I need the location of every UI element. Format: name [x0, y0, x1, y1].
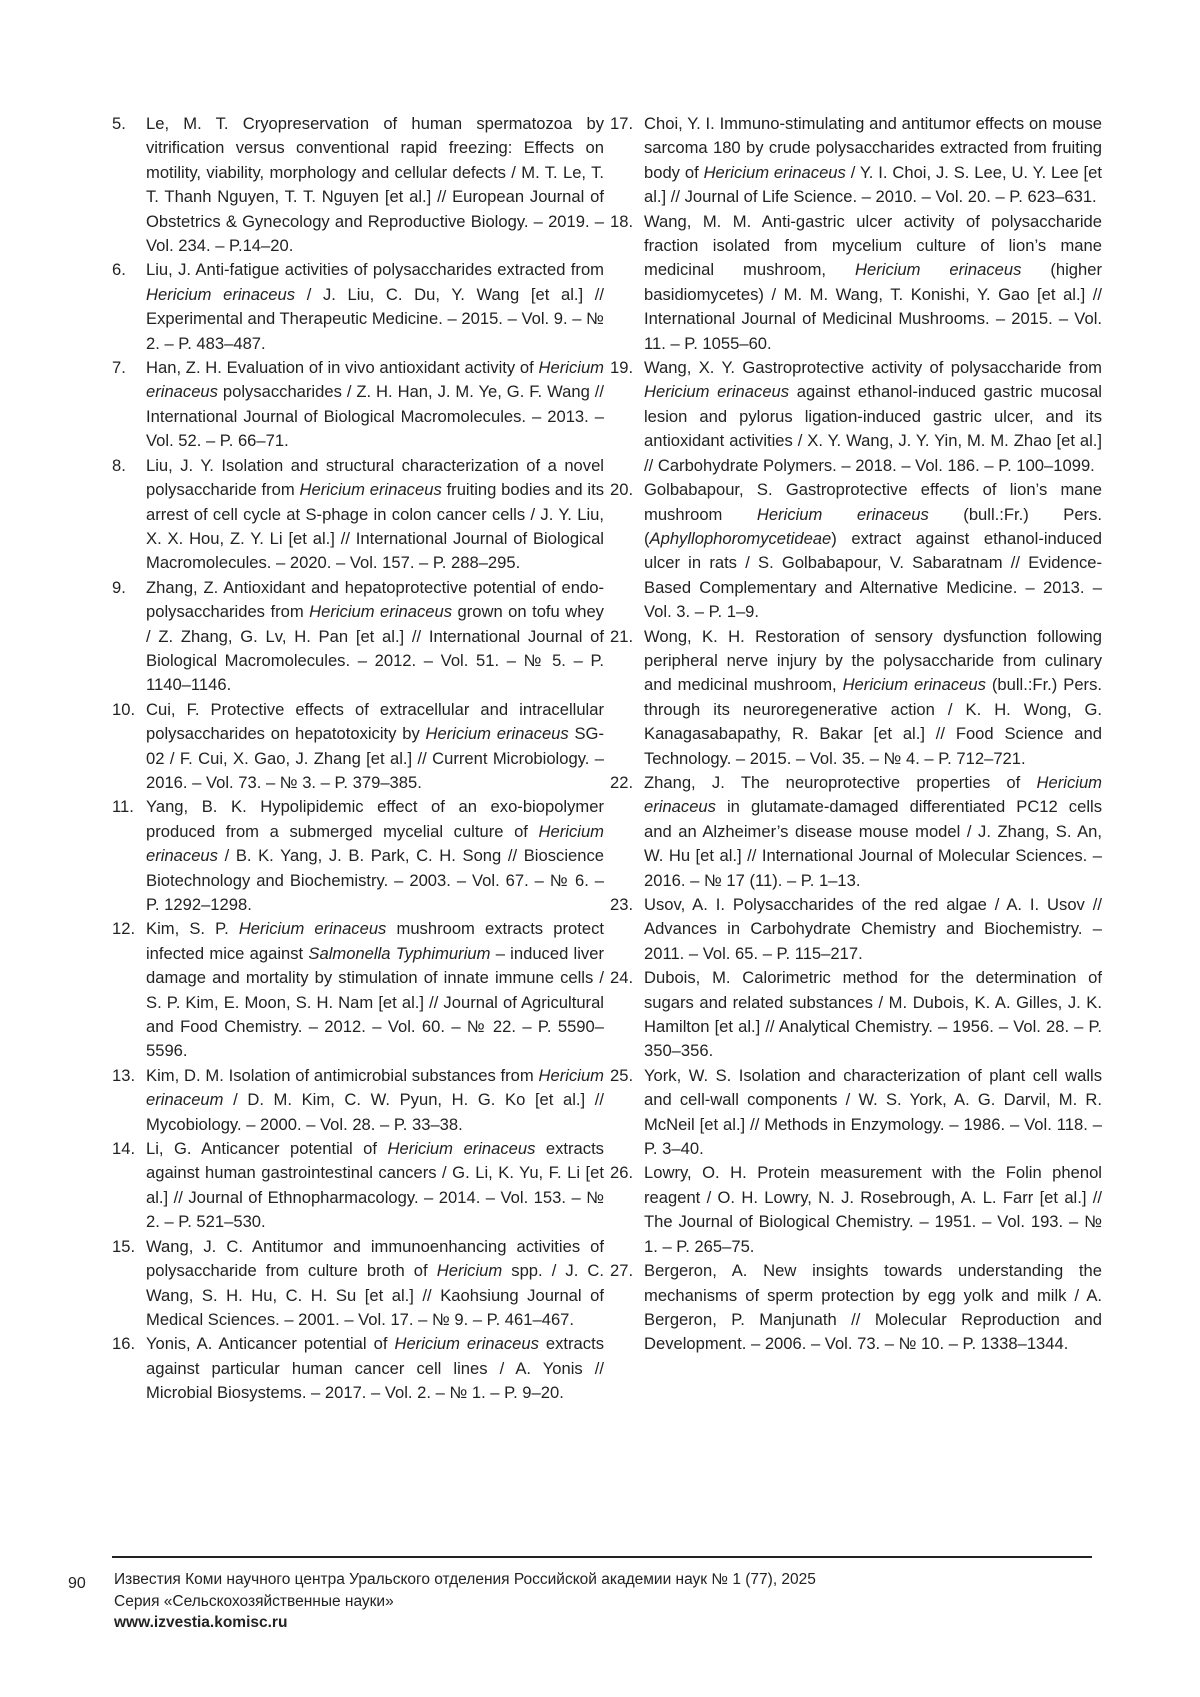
reference-segment: Wang, J. C. Antitumor and immunoenhancing activities of polysaccharide from culture broth of [146, 1236, 604, 1281]
species-name: Hericium erinaceus [425, 724, 569, 744]
species-name: Hericium erinaceus [644, 772, 1102, 817]
reference-segment: spp. / J. C. Wang, S. H. Hu, C. H. Su [et al.] // Kaohsiung Journal of Medical Sciences. – 2001. – Vol. 17. – № 9. – P. 461–467. [146, 1261, 604, 1329]
reference-number: 22. [610, 772, 634, 792]
reference-number: 20. [610, 480, 634, 500]
reference-number: 19. [610, 358, 634, 378]
reference-text [644, 478, 1102, 624]
species-name: Hericium erinaceus [644, 382, 790, 402]
reference-segment: Li, G. Anticancer potential of [146, 1139, 388, 1159]
species-name: Hericium erinaceus [146, 821, 604, 866]
reference-list-right [610, 112, 1102, 1357]
species-name: Hericium erinaceus [394, 1334, 539, 1354]
reference-segment: / Y. I. Choi, J. S. Lee, U. Y. Lee [et al.] // Journal of Life Science. – 2010. – Vol. 20. – P. 623–631. [644, 162, 1102, 207]
reference-item [610, 1161, 1102, 1259]
reference-segment: Le, M. T. Cryopreservation of human spermatozoa by vitrification versus conventional rapid freezing: Effects on motility, viability, morphology and cellular defects / M. T. Le, T. T. Thanh Nguyen, T. T. Nguyen [et al.] // European Journal of Obstetrics & Gynecology and Reproductive Biology. – 2019. – Vol. 234. – P.14–20. [146, 114, 604, 256]
reference-text [146, 1332, 604, 1405]
species-name: Hericium erinaceus [299, 480, 442, 500]
reference-item [112, 698, 604, 796]
reference-number: 7. [112, 358, 126, 378]
reference-segment: York, W. S. Isolation and characterization of plant cell walls and cell-wall components / W. S. York, A. G. Darvil, M. R. McNeil [et al.] // Methods in Enzymology. – 1986. – Vol. 118. – P. 3–40. [644, 1065, 1102, 1159]
reference-segment: / B. K. Yang, J. B. Park, C. H. Song // Bioscience Biotechnology and Biochemistry. – 2003. – Vol. 67. – № 6. – P. 1292–1298. [146, 846, 604, 914]
reference-list-left [112, 112, 604, 1406]
reference-item [610, 966, 1102, 1064]
reference-number: 21. [610, 626, 634, 646]
reference-number: 27. [610, 1261, 634, 1281]
reference-item [610, 478, 1102, 624]
reference-segment: against ethanol-induced gastric mucosal lesion and pylorus ligation-induced gastric ulcer, and its antioxidant activities / X. Y. Wang, J. Y. Yin, M. M. Zhao [et al.] // Carbohydrate Polymers. – 2018. – Vol. 186. – P. 100–1099. [644, 382, 1102, 475]
reference-segment: / D. M. Kim, C. W. Pyun, H. G. Ko [et al.] // Mycobiology. – 2000. – Vol. 28. – P. 33–38. [146, 1090, 604, 1134]
reference-segment: fruiting bodies and its arrest of cell cycle at S-phage in colon cancer cells / J. Y. Liu, X. X. Hou, Z. Y. Li [et al.] // International Journal of Biological Macromolecules. – 2020. – Vol. 157. – P. 288–295. [146, 480, 604, 573]
reference-number: 14. [112, 1139, 136, 1159]
species-name: Hericium erinaceus [387, 1139, 536, 1159]
reference-item [610, 771, 1102, 893]
website-link[interactable]: www.izvestia.komisc.ru [114, 1614, 288, 1631]
reference-segment: Yang, B. K. Hypolipidemic effect of an exo-biopolymer produced from a submerged mycelial culture of [146, 797, 604, 841]
reference-number: 11. [112, 797, 134, 817]
reference-number: 13. [112, 1065, 136, 1085]
species-name: Hericium erinaceus [309, 602, 453, 622]
species-name: Hericium erinaceus [146, 358, 604, 402]
reference-segment: Wang, M. M. Anti-gastric ulcer activity of polysaccharide fraction isolated from mycelium culture of lion’s mane medicinal mushroom, [644, 211, 1102, 280]
reference-number: 16. [112, 1334, 136, 1354]
reference-segment: Yonis, A. Anticancer potential of [146, 1334, 395, 1354]
page-footer [114, 1569, 816, 1634]
reference-segment: Wang, X. Y. Gastroprotective activity of polysaccharide from [644, 358, 1102, 378]
reference-number: 9. [112, 577, 126, 597]
journal-title-line: Известия Коми научного центра Уральского отделения Российской академии наук № 1 (77), 2025 [114, 1571, 816, 1588]
species-name: Hericium [436, 1261, 503, 1281]
reference-item [610, 210, 1102, 356]
reference-text [644, 1259, 1102, 1357]
reference-item [610, 112, 1102, 210]
reference-number: 24. [610, 968, 634, 988]
reference-number: 10. [112, 699, 136, 719]
reference-item [112, 1137, 604, 1235]
reference-segment: Kim, D. M. Isolation of antimicrobial substances from [146, 1065, 539, 1085]
reference-segment: SG-02 / F. Cui, X. Gao, J. Zhang [et al.] // Current Microbiology. – 2016. – Vol. 73. – № 3. – P. 379–385. [146, 724, 604, 792]
reference-item [112, 1064, 604, 1137]
reference-number: 25. [610, 1065, 634, 1085]
reference-text [644, 966, 1102, 1064]
reference-segment: mushroom extracts protect infected mice against [146, 919, 604, 963]
reference-text [146, 258, 604, 356]
reference-number: 12. [112, 919, 136, 939]
reference-item [610, 1259, 1102, 1357]
reference-item [112, 795, 604, 917]
reference-item [610, 1064, 1102, 1162]
reference-number: 26. [610, 1163, 634, 1183]
reference-segment: in glutamate-damaged differentiated PC12 cells and an Alzheimer’s disease mouse model / J. Zhang, S. An, W. Hu [et al.] // International Journal of Molecular Sciences. – 2016. – № 17 (11). – P. 1–13. [644, 797, 1102, 890]
reference-text [644, 771, 1102, 893]
reference-text [644, 112, 1102, 210]
reference-segment: Lowry, O. H. Protein measurement with the Folin phenol reagent / O. H. Lowry, N. J. Rosebrough, A. L. Farr [et al.] // The Journal of Biological Chemistry. – 1951. – Vol. 193. – № 1. – P. 265–75. [644, 1163, 1102, 1256]
reference-item [112, 112, 604, 258]
reference-item [610, 356, 1102, 478]
reference-text [146, 917, 604, 1063]
reference-text [146, 356, 604, 454]
reference-text [146, 1064, 604, 1137]
reference-number: 17. [610, 114, 634, 133]
reference-text [146, 1137, 604, 1235]
species-name: Hericium erinaceus [855, 260, 1022, 280]
reference-segment: extracts against particular human cancer cell lines / A. Yonis // Microbial Biosystems. – 2017. – Vol. 2. – № 1. – P. 9–20. [146, 1334, 604, 1403]
reference-text [644, 1161, 1102, 1259]
reference-segment: Bergeron, A. New insights towards understanding the mechanisms of sperm protection by egg yolk and milk / A. Bergeron, P. Manjunath // Molecular Reproduction and Development. – 2006. – Vol. 73. – № 10. – P. 1338–1344. [644, 1261, 1102, 1354]
reference-item [610, 893, 1102, 966]
reference-segment: – induced liver damage and mortality by stimulation of innate immune cells / S. P. Kim, E. Moon, S. H. Nam [et al.] // Journal of Agricultural and Food Chemistry. – 2012. – Vol. 60. – № 22. – P. 5590–5596. [146, 943, 604, 1061]
reference-segment: grown on tofu whey / Z. Zhang, G. Lv, H. Pan [et al.] // International Journal of Biological Macromolecules. – 2012. – Vol. 51. – № 5. – P. 1140–1146. [146, 602, 604, 695]
reference-segment: Zhang, J. The neuroprotective properties of [644, 772, 1037, 792]
reference-segment: Wong, K. H. Restoration of sensory dysfunction following peripheral nerve injury by the polysaccharide from culinary and medicinal mushroom, [644, 626, 1102, 695]
references-right-column [610, 112, 1102, 1357]
reference-segment: Cui, F. Protective effects of extracellular and intracellular polysaccharides on hepatotoxicity by [146, 699, 604, 744]
reference-segment: (bull.:Fr.) Pers. ( [644, 504, 1102, 548]
reference-text [146, 576, 604, 698]
reference-segment: ) extract against ethanol-induced ulcer in rats / S. Golbabapour, V. Sabaratnam // Evidence-Based Complementary and Alternative Medicine. – 2013. – Vol. 3. – P. 1–9. [644, 528, 1102, 622]
reference-item [112, 258, 604, 356]
reference-segment: Zhang, Z. Antioxidant and hepatoprotective potential of endo-polysaccharides from [146, 577, 604, 622]
reference-text [146, 112, 604, 258]
reference-number: 15. [112, 1236, 136, 1256]
reference-text [146, 795, 604, 917]
reference-text [644, 1064, 1102, 1162]
reference-segment: Choi, Y. I. Immuno-stimulating and antitumor effects on mouse sarcoma 180 by crude polysaccharides extracted from fruiting body of [644, 114, 1102, 182]
reference-segment: (higher basidiomycetes) / M. M. Wang, T. Konishi, Y. Gao [et al.] // International Journal of Medicinal Mushrooms. – 2015. – Vol. 11. – P. 1055–60. [644, 260, 1103, 353]
reference-item [112, 576, 604, 698]
reference-number: 8. [112, 455, 126, 475]
reference-item [112, 1235, 604, 1333]
reference-item [610, 625, 1102, 771]
reference-text [644, 210, 1102, 356]
species-name: Hericium erinaceus [146, 284, 296, 304]
reference-text [644, 356, 1102, 478]
reference-segment: Usov, A. I. Polysaccharides of the red algae / A. I. Usov // Advances in Carbohydrate Chemistry and Biochemistry. – 2011. – Vol. 65. – P. 115–217. [644, 895, 1102, 963]
references-left-column [112, 112, 604, 1406]
reference-segment: Golbabapour, S. Gastroprotective effects of lion’s mane mushroom [644, 480, 1102, 524]
footer-divider [112, 1556, 1092, 1558]
reference-text [644, 625, 1102, 771]
species-name: Hericium erinaceus [238, 919, 387, 939]
reference-number: 5. [112, 114, 126, 133]
species-name: Hericium erinaceus [703, 162, 846, 182]
reference-text [146, 454, 604, 576]
reference-number: 18. [610, 211, 634, 231]
species-name: Aphyllophoromycetideae [649, 528, 832, 548]
reference-segment: Liu, J. Y. Isolation and structural characterization of a novel polysaccharide from [146, 455, 604, 500]
reference-item [112, 356, 604, 454]
reference-segment: (bull.:Fr.) Pers. through its neuroregenerative action / K. H. Wong, G. Kanagasabapathy, R. Bakar [et al.] // Food Science and Technology. – 2015. – Vol. 35. – № 4. – P. 712–721. [644, 675, 1102, 768]
page-number: 90 [68, 1575, 86, 1592]
reference-segment: Kim, S. P. [146, 919, 239, 939]
reference-segment: Han, Z. H. Evaluation of in vivo antioxidant activity of [146, 358, 539, 378]
reference-segment: Dubois, M. Calorimetric method for the determination of sugars and related substances / M. Dubois, K. A. Gilles, J. K. Hamilton [et al.] // Analytical Chemistry. – 1956. – Vol. 28. – P. 350–356. [644, 968, 1102, 1061]
reference-item [112, 1332, 604, 1405]
reference-number: 23. [610, 895, 634, 914]
reference-segment: polysaccharides / Z. H. Han, J. M. Ye, G. F. Wang // International Journal of Biological Macromolecules. – 2013. – Vol. 52. – P. 66–71. [146, 382, 604, 451]
reference-item [112, 454, 604, 576]
reference-item [112, 917, 604, 1063]
reference-text [146, 1235, 604, 1333]
species-name: Salmonella Typhimurium [308, 943, 491, 963]
reference-text [146, 698, 604, 796]
reference-segment: Liu, J. Anti-fatigue activities of polysaccharides extracted from [146, 260, 604, 280]
reference-text [644, 893, 1102, 966]
reference-segment: / J. Liu, C. Du, Y. Wang [et al.] // Experimental and Therapeutic Medicine. – 2015. – Vol. 9. – № 2. – P. 483–487. [146, 284, 604, 353]
series-line: Серия «Сельскохозяйственные науки» [114, 1592, 394, 1610]
species-name: Hericium erinaceus [756, 504, 929, 524]
species-name: Hericium erinaceum [146, 1065, 604, 1110]
species-name: Hericium erinaceus [842, 675, 986, 695]
reference-number: 6. [112, 260, 126, 280]
reference-segment: extracts against human gastrointestinal cancers / G. Li, K. Yu, F. Li [et al.] // Journal of Ethnopharmacology. – 2014. – Vol. 153. – № 2. – P. 521–530. [146, 1139, 604, 1232]
